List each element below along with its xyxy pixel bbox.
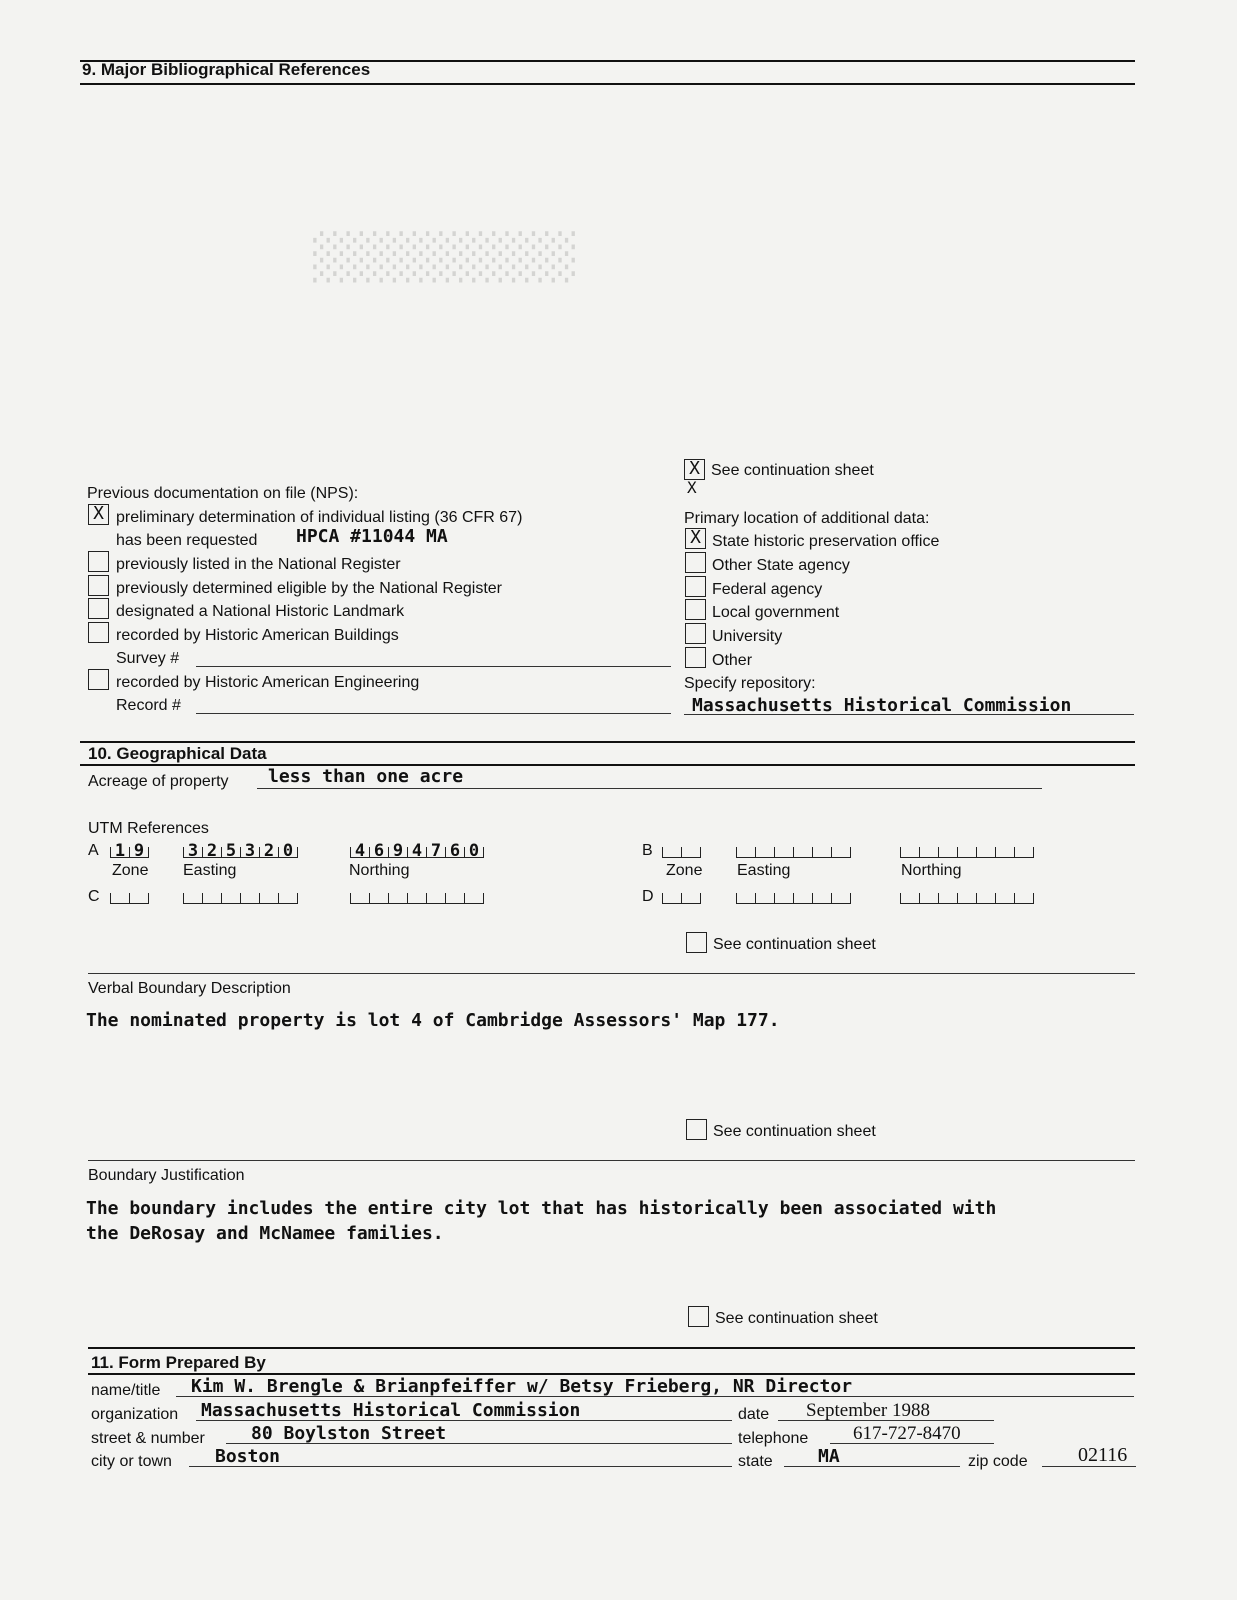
shpo-checkbox[interactable]: X	[685, 528, 706, 549]
boundary-justification-line1: The boundary includes the entire city lot that has historically been associated with	[86, 1198, 997, 1219]
previously-listed-checkbox[interactable]	[88, 551, 109, 572]
local-government-checkbox[interactable]	[685, 599, 706, 620]
zip-code-value: 02116	[1078, 1444, 1128, 1466]
see-continuation-checkbox-top[interactable]: X	[684, 459, 705, 480]
utm-b-easting[interactable]	[736, 838, 851, 858]
university-label: University	[712, 628, 783, 645]
state-field[interactable]	[784, 1466, 960, 1467]
street-number-value: 80 Boylston Street	[251, 1423, 447, 1444]
previous-documentation-title: Previous documentation on file (NPS):	[87, 485, 359, 502]
university-checkbox[interactable]	[685, 623, 706, 644]
habs-checkbox[interactable]	[88, 622, 109, 643]
boundary-justification-title: Boundary Justification	[88, 1167, 245, 1184]
federal-agency-checkbox[interactable]	[685, 576, 706, 597]
record-number-field[interactable]	[196, 713, 671, 714]
survey-number-field[interactable]	[196, 666, 671, 667]
utm-a-easting[interactable]: 3 2 5 3 2 0	[183, 838, 298, 858]
utm-b-letter: B	[642, 842, 653, 859]
acreage-value: less than one acre	[268, 766, 464, 787]
has-been-requested-label: has been requested	[116, 532, 258, 549]
organization-label: organization	[91, 1406, 179, 1423]
repository-value: Massachusetts Historical Commission	[692, 695, 1072, 716]
other-state-agency-label: Other State agency	[712, 557, 850, 574]
name-title-label: name/title	[91, 1382, 161, 1399]
utm-d-zone[interactable]	[662, 884, 701, 904]
zip-code-field[interactable]	[1042, 1466, 1136, 1467]
utm-b-northing[interactable]	[900, 838, 1034, 858]
utm-a-letter: A	[88, 842, 99, 859]
justification-see-continuation-label: See continuation sheet	[715, 1310, 878, 1327]
prelim-determination-label: preliminary determination of individual listing (36 CFR 67)	[116, 509, 523, 526]
utm-d-northing[interactable]	[900, 884, 1034, 904]
verbal-see-continuation-checkbox[interactable]	[686, 1119, 707, 1140]
utm-northing-label-left: Northing	[349, 862, 410, 879]
date-field[interactable]	[778, 1420, 994, 1421]
previously-eligible-checkbox[interactable]	[88, 575, 109, 596]
acreage-field[interactable]	[257, 788, 1042, 789]
local-government-label: Local government	[712, 604, 840, 621]
state-value: MA	[818, 1446, 840, 1467]
national-landmark-checkbox[interactable]	[88, 598, 109, 619]
national-landmark-label: designated a National Historic Landmark	[116, 603, 405, 620]
telephone-label: telephone	[738, 1430, 809, 1447]
telephone-field[interactable]	[830, 1443, 994, 1444]
section-11-top-rule	[88, 1347, 1135, 1349]
previously-eligible-label: previously determined eligible by the National Register	[116, 580, 502, 597]
utm-d-letter: D	[642, 888, 654, 905]
hpca-number: HPCA #11044 MA	[296, 526, 448, 547]
organization-value: Massachusetts Historical Commission	[201, 1400, 581, 1421]
organization-field[interactable]	[196, 1420, 732, 1421]
utm-a-northing[interactable]: 4 6 9 4 7 6 0	[350, 838, 484, 858]
other-label: Other	[712, 652, 753, 669]
boundary-justification-line2: the DeRosay and McNamee families.	[86, 1223, 444, 1244]
utm-northing-label-right: Northing	[901, 862, 962, 879]
other-state-agency-checkbox[interactable]	[685, 552, 706, 573]
federal-agency-label: Federal agency	[712, 581, 823, 598]
bleed-through-text: ░░░░░░░░░░	[310, 232, 575, 283]
state-label: state	[738, 1453, 773, 1470]
name-title-field[interactable]	[176, 1396, 1134, 1397]
name-title-value: Kim W. Brengle & Brianpfeiffer w/ Betsy Frieberg, NR Director	[191, 1376, 853, 1397]
utm-zone-label-left: Zone	[112, 862, 149, 879]
utm-see-continuation-label: See continuation sheet	[713, 936, 876, 953]
justification-rule	[88, 1160, 1135, 1161]
previously-listed-label: previously listed in the National Register	[116, 556, 401, 573]
haer-checkbox[interactable]	[88, 669, 109, 690]
utm-see-continuation-checkbox[interactable]	[686, 932, 707, 953]
utm-d-easting[interactable]	[736, 884, 851, 904]
survey-number-label: Survey #	[116, 650, 180, 667]
section-9-title: 9. Major Bibliographical References	[82, 60, 371, 79]
street-number-label: street & number	[91, 1430, 205, 1447]
section-10-title-rule	[80, 764, 1135, 766]
primary-location-title: Primary location of additional data:	[684, 510, 930, 527]
zip-code-label: zip code	[968, 1453, 1028, 1470]
utm-b-zone[interactable]	[662, 838, 701, 858]
section-10-title: 10. Geographical Data	[88, 744, 267, 763]
section-11-title-rule	[88, 1373, 1135, 1375]
city-town-value: Boston	[215, 1446, 281, 1467]
utm-c-letter: C	[88, 888, 100, 905]
see-continuation-extra-mark: X	[687, 478, 697, 497]
acreage-label: Acreage of property	[88, 773, 229, 790]
haer-label: recorded by Historic American Engineering	[116, 674, 420, 691]
other-checkbox[interactable]	[685, 647, 706, 668]
section-10-top-rule	[80, 741, 1135, 743]
section-11-title: 11. Form Prepared By	[91, 1353, 266, 1372]
utm-references-title: UTM References	[88, 820, 209, 837]
verbal-boundary-rule	[88, 973, 1135, 974]
repository-field[interactable]	[684, 714, 1134, 715]
utm-c-easting[interactable]	[183, 884, 298, 904]
street-number-field[interactable]	[226, 1443, 732, 1444]
specify-repository-label: Specify repository:	[684, 675, 816, 692]
prelim-determination-checkbox[interactable]: X	[88, 504, 109, 525]
date-value: September 1988	[806, 1400, 931, 1421]
habs-label: recorded by Historic American Buildings	[116, 627, 399, 644]
date-label: date	[738, 1406, 770, 1423]
verbal-boundary-text: The nominated property is lot 4 of Cambridge Assessors' Map 177.	[86, 1010, 780, 1031]
justification-see-continuation-checkbox[interactable]	[688, 1306, 709, 1327]
verbal-see-continuation-label: See continuation sheet	[713, 1123, 876, 1140]
utm-c-zone[interactable]	[110, 884, 149, 904]
section-9-title-rule	[80, 83, 1135, 85]
shpo-label: State historic preservation office	[712, 533, 940, 550]
utm-easting-label-right: Easting	[737, 862, 791, 879]
city-town-label: city or town	[91, 1453, 172, 1470]
utm-a-zone[interactable]: 1 9	[110, 838, 149, 858]
telephone-value: 617-727-8470	[853, 1423, 961, 1444]
record-number-label: Record #	[116, 697, 181, 714]
utm-easting-label-left: Easting	[183, 862, 237, 879]
see-continuation-label-top: See continuation sheet	[711, 462, 874, 479]
utm-c-northing[interactable]	[350, 884, 484, 904]
verbal-boundary-title: Verbal Boundary Description	[88, 980, 291, 997]
utm-zone-label-right: Zone	[666, 862, 703, 879]
city-town-field[interactable]	[189, 1466, 732, 1467]
